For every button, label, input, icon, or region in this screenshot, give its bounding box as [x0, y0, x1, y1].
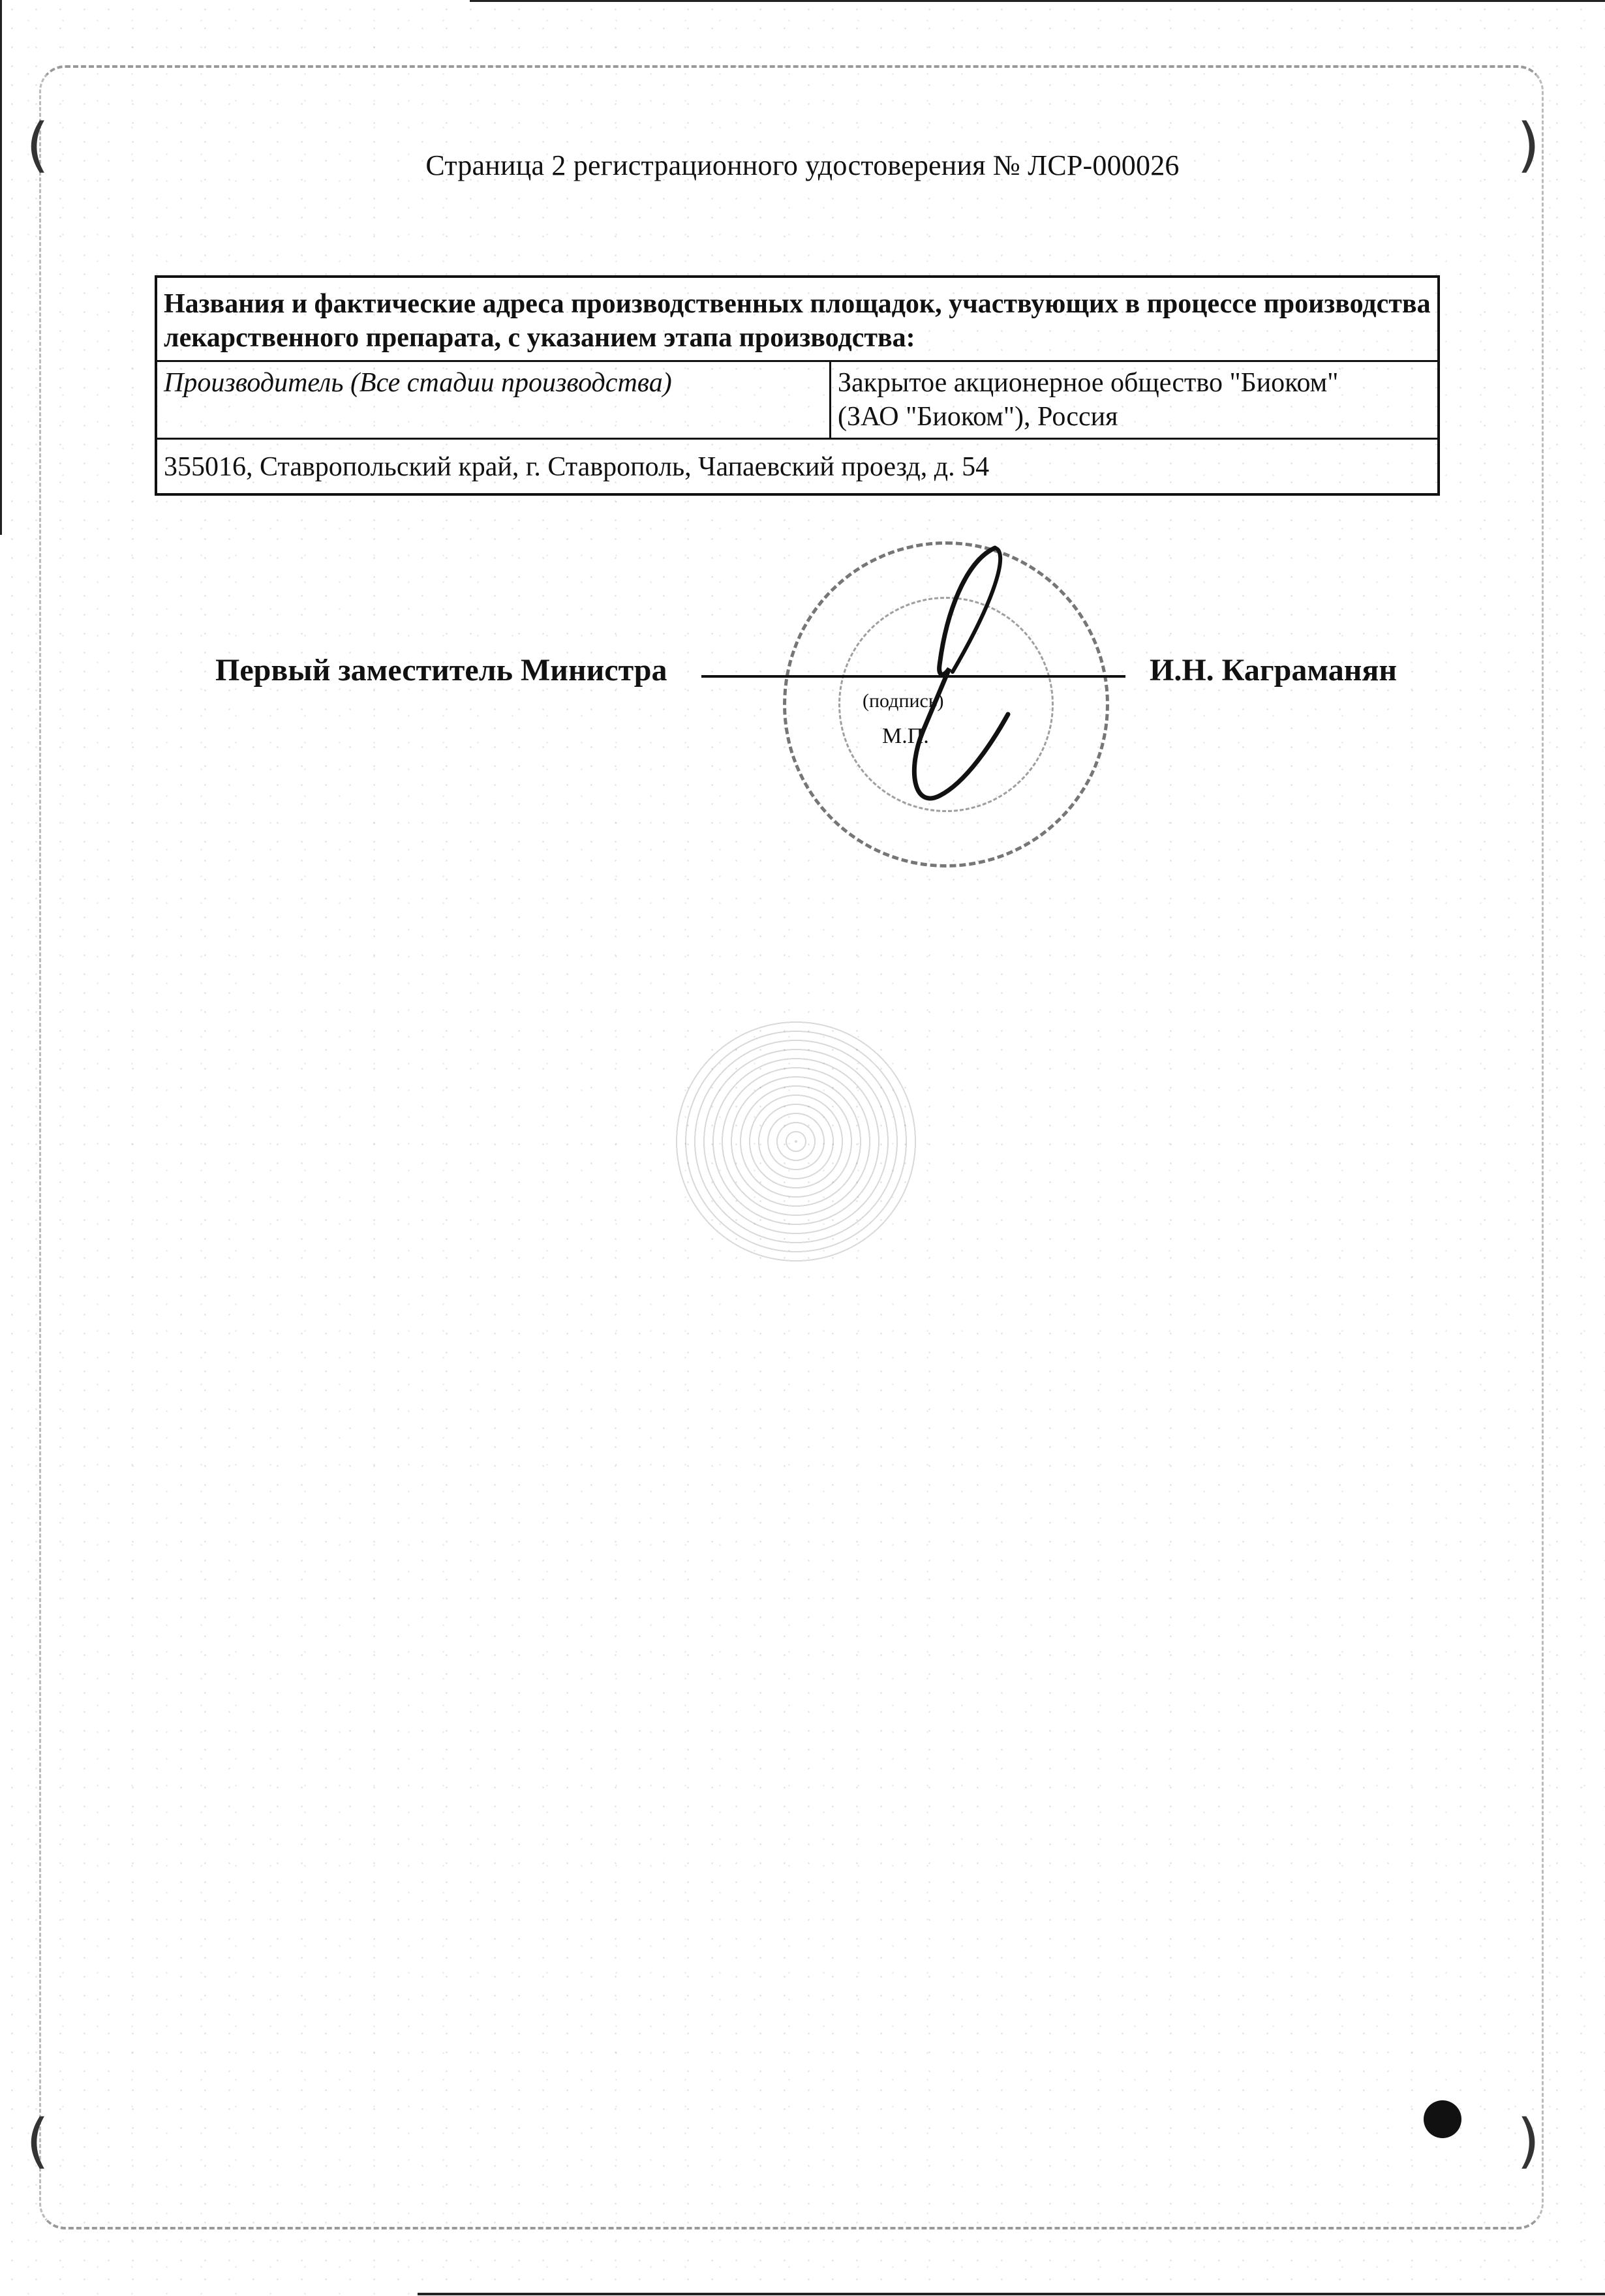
signature-caption: (подпись): [863, 690, 944, 712]
guilloche-rosette: [672, 1018, 920, 1265]
page-header: Страница 2 регистрационного удостоверения № ЛСР-000026: [425, 149, 1180, 181]
table-heading-row: [156, 277, 1439, 361]
signatory-title: Первый заместитель Министра: [215, 653, 667, 687]
table-heading: Названия и фактические адреса производственных площадок, участвующих в процессе производства лекарственного препарата, с указанием этапа производства:: [156, 277, 1439, 361]
production-sites-table: [155, 275, 1440, 496]
table-row: [156, 361, 1439, 439]
signatory-name: И.Н. Каграманян: [1150, 653, 1397, 687]
corner-ornament-top-left: (: [26, 111, 50, 179]
address-row: [156, 439, 1439, 495]
punch-hole-icon: [1424, 2100, 1461, 2138]
manufacturer-company: [831, 361, 1439, 439]
scan-edge-left: [0, 0, 2, 535]
seal-caption: М.П.: [882, 724, 929, 748]
company-name-line1: Закрытое акционерное общество "Биоком": [838, 368, 1339, 398]
scan-edge-bottom: [418, 2293, 1605, 2295]
scan-edge-top: [470, 0, 1605, 2]
company-name-line2: (ЗАО "Биоком"), Россия: [838, 402, 1118, 432]
corner-ornament-bottom-right: ): [1517, 2107, 1540, 2175]
manufacturer-role: Производитель (Все стадии производства): [156, 361, 831, 439]
corner-ornament-top-right: ): [1517, 111, 1540, 179]
handwritten-signature-icon: [868, 535, 1037, 809]
site-address: 355016, Ставропольский край, г. Ставрополь, Чапаевский проезд, д. 54: [156, 439, 1439, 495]
corner-ornament-bottom-left: (: [26, 2107, 50, 2175]
